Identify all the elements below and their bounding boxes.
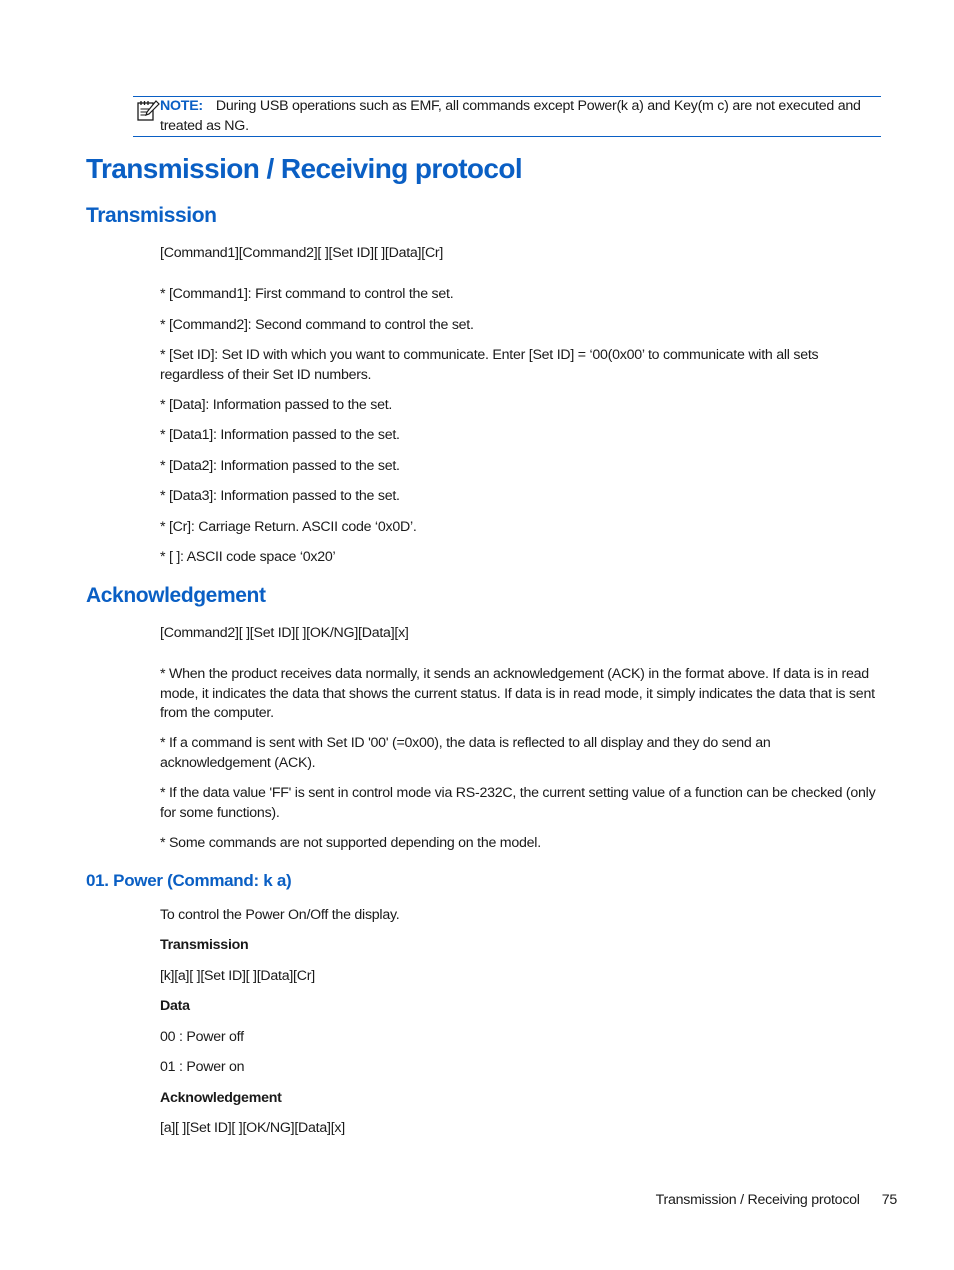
- power-heading: 01. Power (Command: k a): [86, 871, 292, 890]
- acknowledgement-item: * If a command is sent with Set ID '00' (=0x00), the data is reflected to all display and they do send an acknowledgement (ACK).: [160, 735, 771, 771]
- page-number: 75: [881, 1192, 897, 1208]
- power-ack-label: Acknowledgement: [160, 1090, 282, 1106]
- acknowledgement-item: * Some commands are not supported depending on the model.: [160, 835, 541, 851]
- note-body: During USB operations such as EMF, all commands except Power(k a) and Key(m c) are not executed and treated as NG.: [160, 98, 861, 134]
- acknowledgement-item: * If the data value 'FF' is sent in control mode via RS-232C, the current setting value of a function can be checked (only for some functions).: [160, 785, 876, 821]
- power-data-label: Data: [160, 998, 190, 1014]
- acknowledgement-heading: Acknowledgement: [86, 584, 266, 607]
- transmission-item: * [Cr]: Carriage Return. ASCII code ‘0x0D’.: [160, 519, 417, 535]
- transmission-item: * [Data1]: Information passed to the set.: [160, 427, 400, 443]
- transmission-item: * [Command1]: First command to control the set.: [160, 286, 454, 302]
- power-data-value: 01 : Power on: [160, 1059, 245, 1075]
- transmission-item: * [Set ID]: Set ID with which you want to communicate. Enter [Set ID] = ‘00(0x00’ to communicate with all sets regardless of their Set ID numbers.: [160, 347, 819, 383]
- transmission-item: * [Command2]: Second command to control the set.: [160, 317, 474, 333]
- note-box: [133, 96, 881, 137]
- acknowledgement-item: * When the product receives data normally, it sends an acknowledgement (ACK) in the format above. If data is in read mode, it indicates the data that shows the current status. If data is in read mode, it simply indicates the data that is sent from the computer.: [160, 666, 875, 721]
- footer-section-title: Transmission / Receiving protocol: [655, 1192, 860, 1208]
- transmission-item: * [Data3]: Information passed to the set.: [160, 488, 400, 504]
- transmission-format: [Command1][Command2][ ][Set ID][ ][Data][Cr]: [160, 245, 444, 261]
- transmission-item: * [ ]: ASCII code space ‘0x20’: [160, 549, 336, 565]
- note-label: NOTE:: [160, 98, 203, 114]
- transmission-item: * [Data]: Information passed to the set.: [160, 397, 393, 413]
- note-text-block: [160, 97, 880, 136]
- acknowledgement-format: [Command2][ ][Set ID][ ][OK/NG][Data][x]: [160, 625, 409, 641]
- transmission-heading: Transmission: [86, 204, 217, 227]
- power-data-value: 00 : Power off: [160, 1029, 244, 1045]
- transmission-item: * [Data2]: Information passed to the set.: [160, 458, 400, 474]
- power-transmission-format: [k][a][ ][Set ID][ ][Data][Cr]: [160, 968, 315, 984]
- note-pad-icon: [136, 98, 160, 122]
- page-footer: [656, 1192, 897, 1208]
- power-description: To control the Power On/Off the display.: [160, 907, 400, 923]
- power-ack-format: [a][ ][Set ID][ ][OK/NG][Data][x]: [160, 1120, 345, 1136]
- power-transmission-label: Transmission: [160, 937, 249, 953]
- page-title: Transmission / Receiving protocol: [86, 153, 523, 184]
